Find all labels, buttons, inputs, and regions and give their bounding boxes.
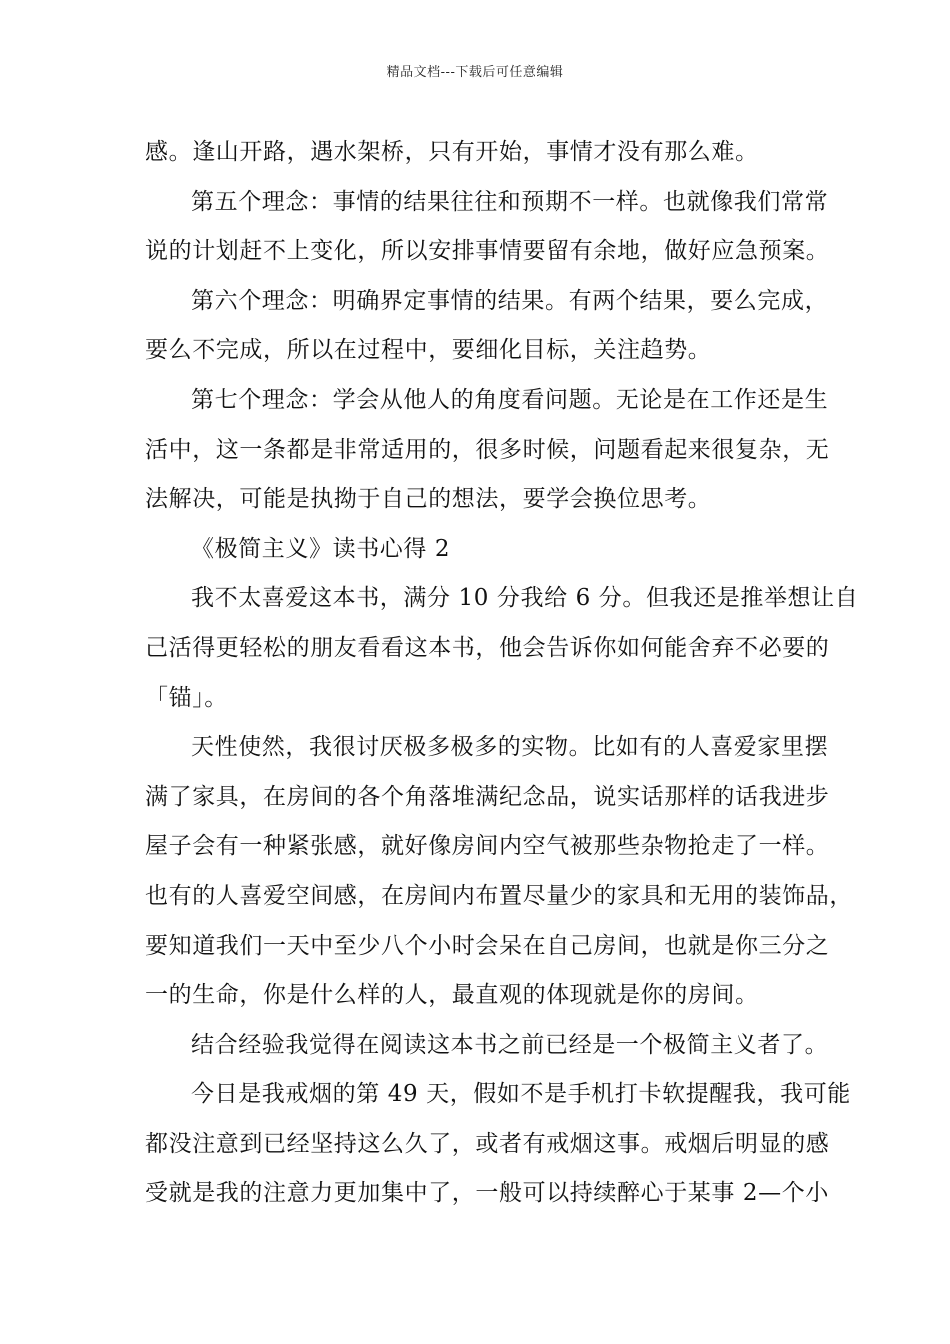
text-line: 要知道我们一天中至少八个小时会呆在自己房间，也就是你三分之 bbox=[145, 932, 830, 959]
text-line: 己活得更轻松的朋友看看这本书，他会告诉你如何能舍弃不必要的 bbox=[145, 634, 830, 661]
text-line: 天性使然，我很讨厌极多极多的实物。比如有的人喜爱家里摆 bbox=[191, 734, 829, 761]
text-line: 第六个理念：明确界定事情的结果。有两个结果，要么完成， bbox=[191, 287, 829, 314]
text-line: 我不太喜爱这本书，满分 10 分我给 6 分。但我还是推举想让自 bbox=[191, 585, 859, 612]
page-header: 精品文档---下载后可任意编辑 bbox=[386, 65, 564, 80]
text-line: 今日是我戒烟的第 49 天，假如不是手机打卡软提醒我，我可能 bbox=[191, 1081, 851, 1108]
text-line: 满了家具，在房间的各个角落堆满纪念品，说实话那样的话我进步 bbox=[145, 783, 830, 810]
text-line: 法解决，可能是执拗于自己的想法，要学会换位思考。 bbox=[145, 486, 712, 513]
text-line: 「锚」。 bbox=[145, 684, 228, 711]
text-line: 一的生命，你是什么样的人，最直观的体现就是你的房间。 bbox=[145, 982, 759, 1009]
section-title: 《极简主义》读书心得 2 bbox=[191, 535, 451, 562]
text-line: 说的计划赶不上变化，所以安排事情要留有余地，做好应急预案。 bbox=[145, 238, 830, 265]
text-line: 受就是我的注意力更加集中了，一般可以持续醉心于某事 2—个小 bbox=[145, 1180, 829, 1207]
text-line: 活中，这一条都是非常适用的，很多时候，问题看起来很复杂，无 bbox=[145, 436, 830, 463]
text-line: 结合经验我觉得在阅读这本书之前已经是一个极简主义者了。 bbox=[191, 1031, 829, 1058]
text-line: 要么不完成，所以在过程中，要细化目标，关注趋势。 bbox=[145, 337, 712, 364]
text-line: 都没注意到已经坚持这么久了，或者有戒烟这事。戒烟后明显的感 bbox=[145, 1130, 830, 1157]
text-line: 第七个理念：学会从他人的角度看问题。无论是在工作还是生 bbox=[191, 386, 829, 413]
text-line: 也有的人喜爱空间感，在房间内布置尽量少的家具和无用的装饰品， bbox=[145, 882, 853, 909]
text-line: 感。逢山开路，遇水架桥，只有开始，事情才没有那么难。 bbox=[145, 139, 759, 165]
text-line: 屋子会有一种紧张感，就好像房间内空气被那些杂物抢走了一样。 bbox=[145, 833, 830, 860]
document-body bbox=[145, 128, 859, 1219]
text-line: 第五个理念：事情的结果往往和预期不一样。也就像我们常常 bbox=[191, 188, 829, 215]
